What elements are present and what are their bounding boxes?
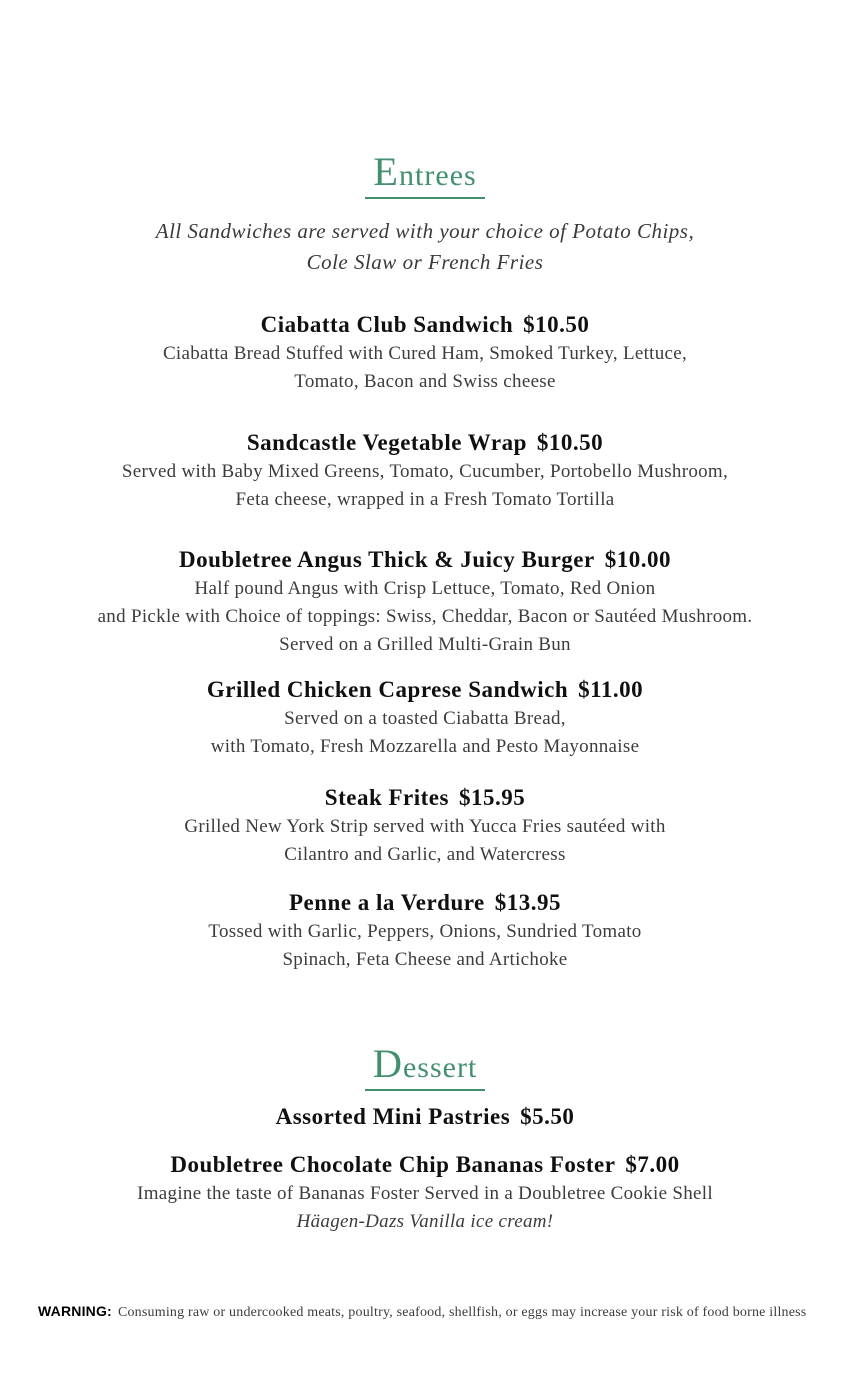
item-price: $15.95 bbox=[458, 785, 526, 810]
item-desc-line: Tossed with Garlic, Peppers, Onions, Sundried Tomato bbox=[208, 921, 642, 942]
item-desc-line: Cilantro and Garlic, and Watercress bbox=[284, 844, 566, 865]
item-desc-line: Tomato, Bacon and Swiss cheese bbox=[294, 371, 556, 392]
item-name: Penne a la Verdure bbox=[288, 890, 485, 915]
item-name: Doubletree Angus Thick & Juicy Burger bbox=[179, 547, 595, 572]
item-name: Doubletree Chocolate Chip Bananas Foster bbox=[170, 1152, 616, 1177]
dessert-heading-text: Dessert bbox=[365, 1040, 486, 1091]
section-heading-entrees bbox=[0, 148, 850, 199]
section-heading-dessert bbox=[0, 1040, 850, 1091]
item-title bbox=[0, 888, 850, 918]
item-name: Steak Frites bbox=[324, 785, 449, 810]
menu-item-ciabatta-club-sandwich bbox=[0, 310, 850, 396]
entrees-note bbox=[0, 216, 850, 278]
item-desc-line: Ciabatta Bread Stuffed with Cured Ham, Smoked Turkey, Lettuce, bbox=[162, 343, 688, 364]
item-price: $7.00 bbox=[625, 1152, 680, 1177]
item-desc-line: Feta cheese, wrapped in a Fresh Tomato Tortilla bbox=[235, 489, 615, 510]
item-title bbox=[0, 310, 850, 340]
item-price: $5.50 bbox=[520, 1104, 575, 1129]
item-price: $10.50 bbox=[523, 312, 590, 337]
item-desc-line: Imagine the taste of Bananas Foster Served in a Doubletree Cookie Shell bbox=[137, 1183, 713, 1204]
item-desc-line: Grilled New York Strip served with Yucca Fries sautéed with bbox=[184, 816, 666, 837]
item-price: $10.50 bbox=[536, 430, 604, 455]
menu-item-chocolate-chip-bananas-foster bbox=[0, 1150, 850, 1236]
warning-footer bbox=[38, 1303, 838, 1321]
item-title bbox=[0, 675, 850, 705]
note-line: All Sandwiches are served with your choice of Potato Chips, bbox=[155, 219, 695, 243]
item-desc-line: and Pickle with Choice of toppings: Swiss, Cheddar, Bacon or Sautéed Mushroom. bbox=[97, 606, 753, 627]
menu-item-doubletree-angus-burger bbox=[0, 545, 850, 659]
item-desc-line: Served on a toasted Ciabatta Bread, bbox=[284, 708, 566, 729]
item-price: $11.00 bbox=[578, 677, 644, 702]
item-desc-line: Served with Baby Mixed Greens, Tomato, Cucumber, Portobello Mushroom, bbox=[121, 461, 729, 482]
item-desc-line: Half pound Angus with Crisp Lettuce, Tomato, Red Onion bbox=[194, 578, 656, 599]
menu-item-grilled-chicken-caprese bbox=[0, 675, 850, 761]
item-title bbox=[0, 1102, 850, 1132]
item-desc-line: with Tomato, Fresh Mozzarella and Pesto Mayonnaise bbox=[210, 736, 640, 757]
warning-text: Consuming raw or undercooked meats, poultry, seafood, shellfish, or eggs may increase your risk of food borne illness bbox=[117, 1305, 807, 1320]
warning-label: WARNING: bbox=[38, 1303, 112, 1319]
item-price: $10.00 bbox=[604, 547, 671, 572]
item-name: Ciabatta Club Sandwich bbox=[260, 312, 514, 337]
menu-item-assorted-mini-pastries bbox=[0, 1102, 850, 1132]
item-desc-line: Spinach, Feta Cheese and Artichoke bbox=[282, 949, 568, 970]
menu-item-steak-frites bbox=[0, 783, 850, 869]
menu-item-penne-a-la-verdure bbox=[0, 888, 850, 974]
item-name: Sandcastle Vegetable Wrap bbox=[246, 430, 527, 455]
note-line: Cole Slaw or French Fries bbox=[306, 250, 544, 274]
item-title bbox=[0, 545, 850, 575]
entrees-heading-text: Entrees bbox=[365, 148, 484, 199]
item-title bbox=[0, 428, 850, 458]
item-price: $13.95 bbox=[494, 890, 562, 915]
item-name: Assorted Mini Pastries bbox=[275, 1104, 511, 1129]
item-name: Grilled Chicken Caprese Sandwich bbox=[206, 677, 569, 702]
item-title bbox=[0, 1150, 850, 1180]
menu-item-sandcastle-vegetable-wrap bbox=[0, 428, 850, 514]
item-title bbox=[0, 783, 850, 813]
item-desc-line-italic: Häagen-Dazs Vanilla ice cream! bbox=[296, 1211, 554, 1232]
item-desc-line: Served on a Grilled Multi-Grain Bun bbox=[279, 634, 571, 655]
